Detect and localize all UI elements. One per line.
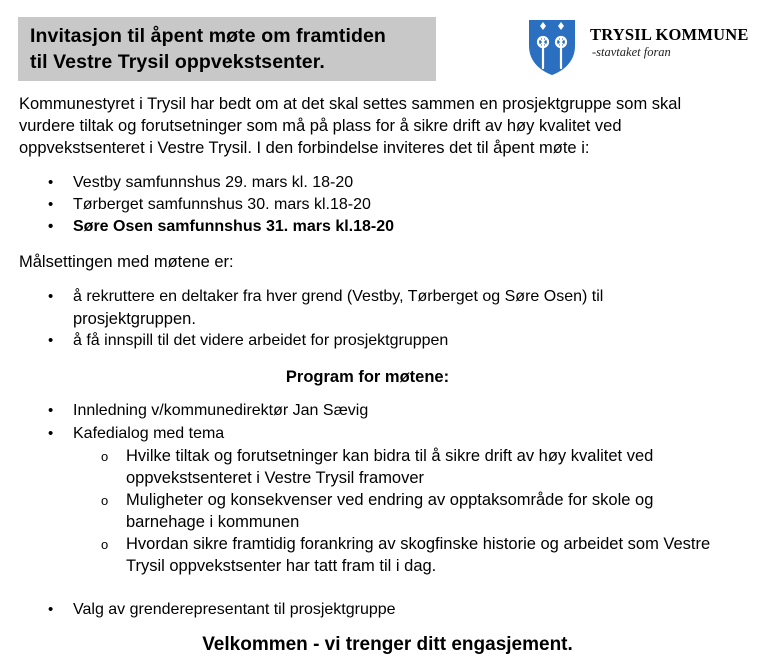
title-line-2: til Vestre Trysil oppvekstsenter. (30, 51, 325, 73)
program-subitem: o Muligheter og konsekvenser ved endring av opptaksområde for skole og (126, 489, 653, 511)
closing-message: Velkommen - vi trenger ditt engasjement. (202, 634, 573, 655)
program-subitem-continuation: oppvekstsenteret i Vestre Trysil framover (126, 469, 425, 487)
coat-of-arms-icon (527, 18, 577, 76)
program-item: • Kafedialog med tema (73, 423, 224, 445)
program-subitem: o Hvordan sikre framtidig forankring av skogfinske historie og arbeidet som Vestre (126, 533, 710, 555)
trysil-kommune-logo (527, 18, 759, 78)
logo-tagline: -stavtaket foran (592, 45, 671, 59)
meeting-item: • Tørberget samfunnshus 30. mars kl.18-20 (73, 194, 371, 216)
goal-item: • å rekruttere en deltaker fra hver grend (Vestby, Tørberget og Søre Osen) til (73, 286, 603, 308)
title-box (18, 17, 436, 81)
program-subitem-continuation: Trysil oppvekstsenter har tatt fram til i dag. (126, 557, 437, 575)
goal-item-continuation: prosjektgruppen. (73, 310, 196, 328)
meeting-item-highlight: • Søre Osen samfunnshus 31. mars kl.18-20 (73, 216, 394, 238)
goals-heading: Målsettingen med møtene er: (19, 253, 234, 271)
intro-line-3: oppvekstsenteret i Vestre Trysil. I den forbindelse inviteres det til åpent møte i: (19, 139, 590, 157)
meeting-item: • Vestby samfunnshus 29. mars kl. 18-20 (73, 172, 353, 194)
program-subitem: o Hvilke tiltak og forutsetninger kan bidra til å sikre drift av høy kvalitet ved (126, 445, 653, 467)
program-subitem-continuation: barnehage i kommunen (126, 513, 300, 531)
title-line-1: Invitasjon til åpent møte om framtiden (30, 25, 386, 47)
intro-line-1: Kommunestyret i Trysil har bedt om at det skal settes sammen en prosjektgruppe som skal (19, 95, 682, 113)
logo-name: TRYSIL KOMMUNE (590, 25, 749, 44)
goal-item: • å få innspill til det videre arbeidet for prosjektgruppen (73, 330, 448, 352)
intro-line-2: vurdere tiltak og forutsetninger som må på plass for å sikre drift av høy kvalitet ved (19, 117, 622, 135)
program-item: • Valg av grenderepresentant til prosjektgruppe (73, 599, 396, 621)
program-item: • Innledning v/kommunedirektør Jan Sævig (73, 400, 368, 422)
program-heading: Program for møtene: (285, 368, 450, 386)
